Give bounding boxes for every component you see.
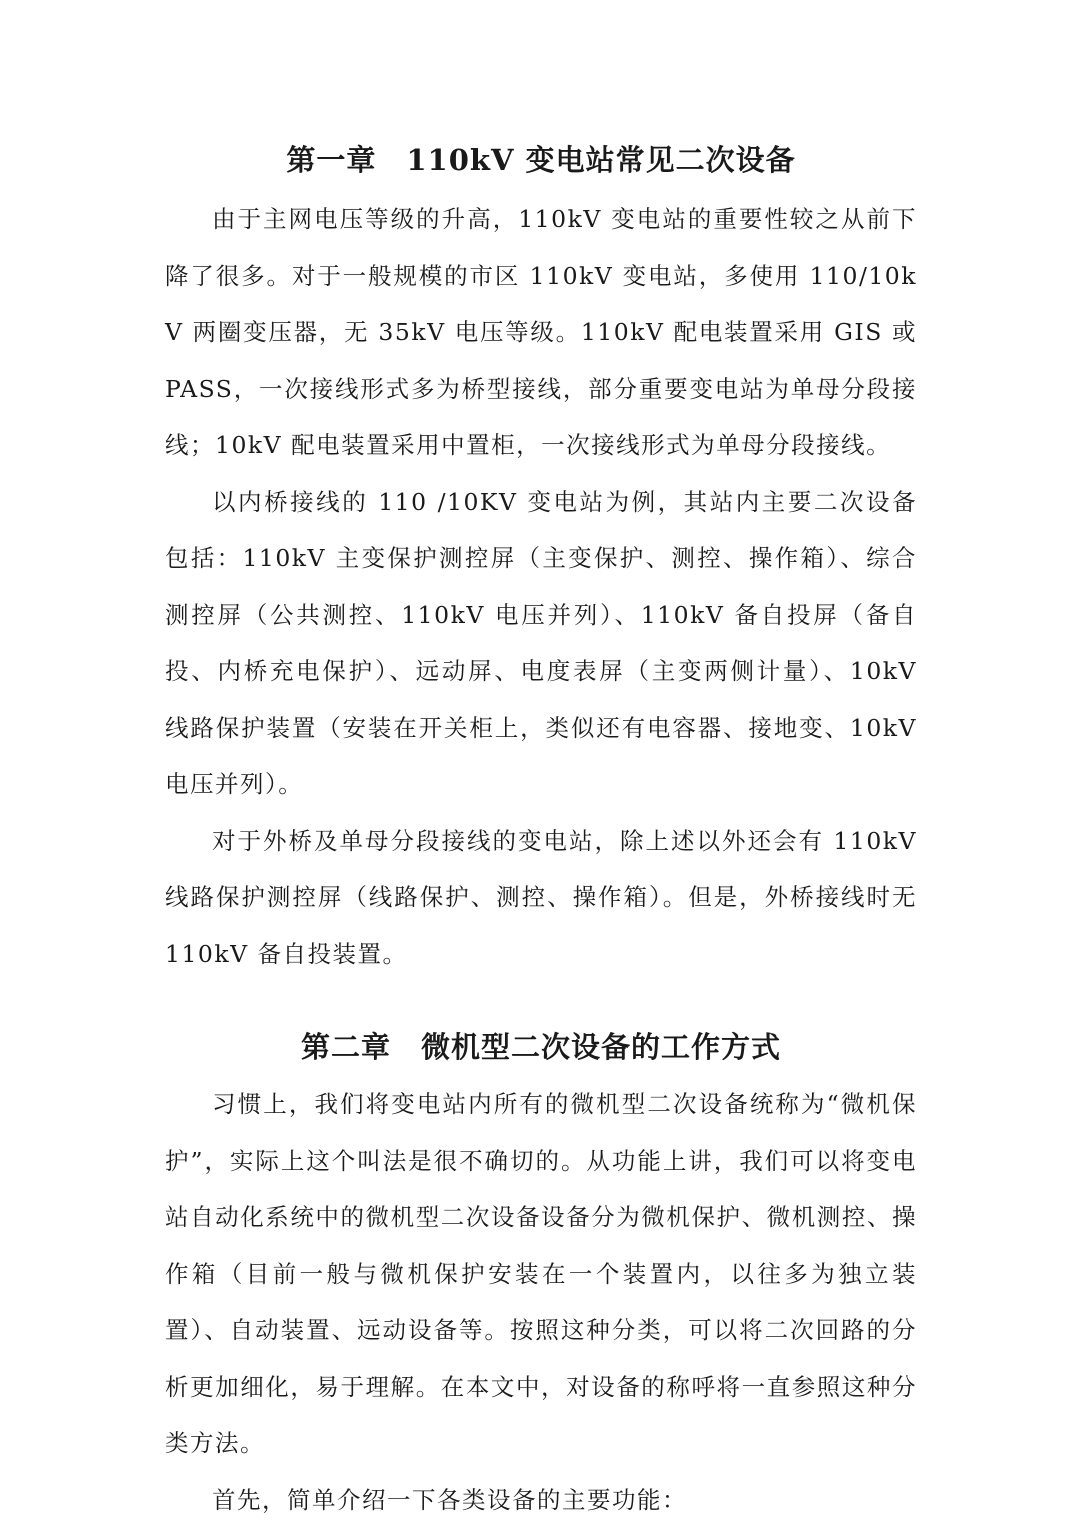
chapter-1-paragraph-1: 由于主网电压等级的升高，110kV 变电站的重要性较之从前下降了很多。对于一般规模的市区 110kV 变电站，多使用 110/10kV 两圈变压器，无 35kV 电压等级。110kV 配电装置采用 GIS 或 PASS，一次接线形式多为桥型接线，部分重要变电站为单母分段接线；10kV 配电装置采用中置柜，一次接线形式为单母分段接线。 (165, 205, 917, 459)
page-content (165, 137, 917, 1528)
chapter-1-title: 第一章 110kV 变电站常见二次设备 (286, 143, 796, 177)
chapter-2 (165, 1024, 917, 1528)
chapter-2-paragraph-1: 习惯上，我们将变电站内所有的微机型二次设备统称为“微机保护”，实际上这个叫法是很不确切的。从功能上讲，我们可以将变电站自动化系统中的微机型二次设备设备分为微机保护、微机测控、操作箱（目前一般与微机保护安装在一个装置内，以往多为独立装置）、自动装置、远动设备等。按照这种分类，可以将二次回路的分析更加细化，易于理解。在本文中，对设备的称呼将一直参照这种分类方法。 (165, 1090, 917, 1457)
chapter-1-paragraph-3: 对于外桥及单母分段接线的变电站，除上述以外还会有 110kV 线路保护测控屏（线路保护、测控、操作箱）。但是，外桥接线时无 110kV 备自投装置。 (165, 826, 917, 968)
chapter-2-title: 第二章 微机型二次设备的工作方式 (300, 1030, 781, 1064)
chapter-1 (165, 137, 917, 982)
chapter-1-paragraph-2: 以内桥接线的 110 /10KV 变电站为例，其站内主要二次设备包括：110kV 主变保护测控屏（主变保护、测控、操作箱）、综合测控屏（公共测控、110kV 电压并列）、110kV 备自投屏（备自投、内桥充电保护）、远动屏、电度表屏（主变两侧计量）、10kV 线路保护装置（安装在开关柜上，类似还有电容器、接地变、10kV 电压并列）。 (165, 487, 917, 798)
chapter-2-paragraph-2: 首先，简单介绍一下各类设备的主要功能： (212, 1485, 687, 1514)
